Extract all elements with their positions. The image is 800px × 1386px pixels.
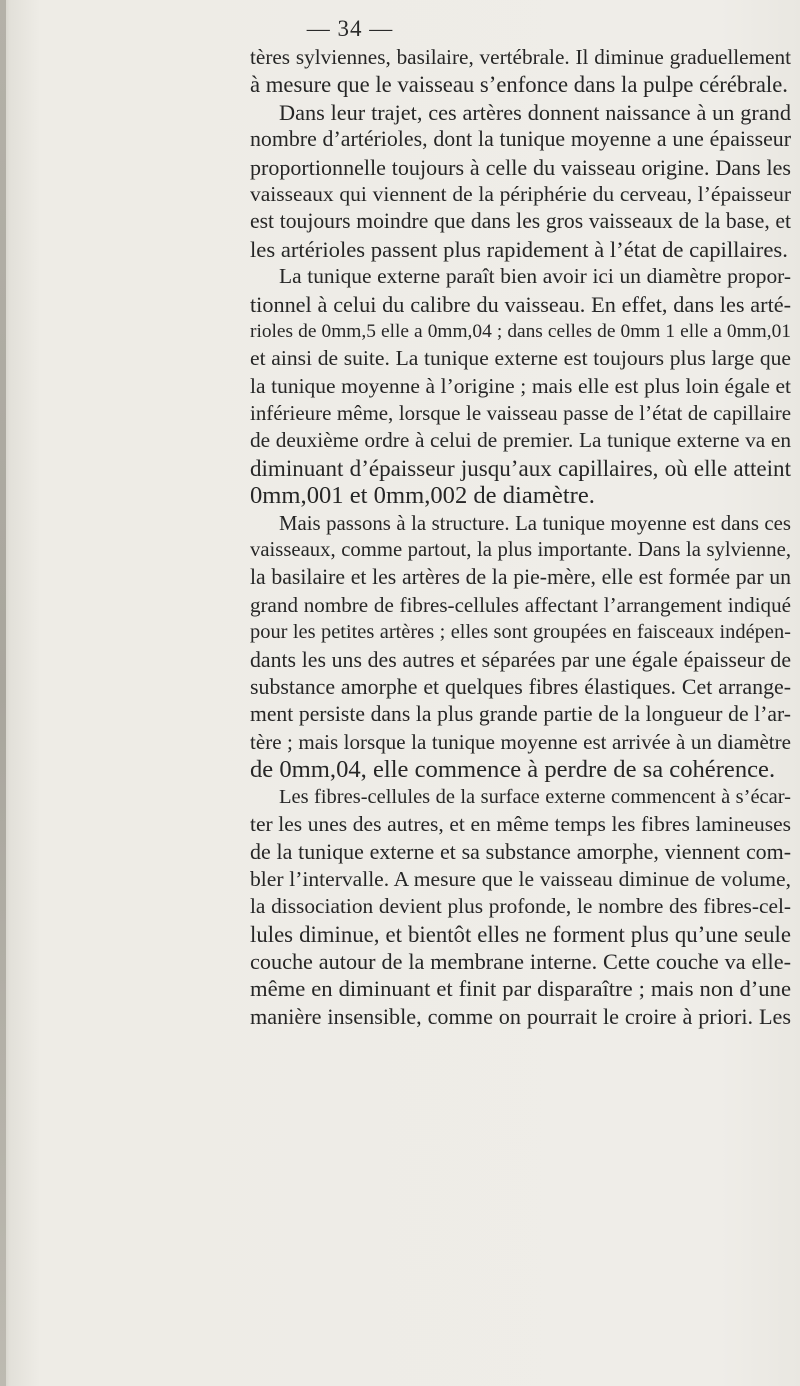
text-line: tère ; mais lorsque la tunique moyenne est arrivée à un diamètre (250, 729, 791, 754)
text-line: et ainsi de suite. La tunique externe est toujours plus large que (250, 346, 791, 371)
text-line: diminuant d’épaisseur jusqu’aux capillaires, où elle atteint (250, 454, 791, 481)
body-text (250, 44, 791, 1030)
text-line: substance amorphe et quelques fibres élastiques. Cet arrange- (250, 674, 791, 699)
text-line: la basilaire et les artères de la pie-mère, elle est formée par un (250, 565, 791, 590)
text-line: 0mm,001 et 0mm,002 de diamètre. (250, 482, 595, 510)
text-line: de la tunique externe et sa substance amorphe, viennent com- (250, 839, 791, 865)
page-number-header: — 34 — (306, 16, 394, 41)
text-line: proportionnelle toujours à celle du vaisseau origine. Dans les (250, 154, 791, 180)
text-line: tères sylviennes, basilaire, vertébrale. Il diminue graduellement (250, 45, 791, 69)
text-line: inférieure même, lorsque le vaisseau passe de l’état de capillaire (250, 401, 791, 426)
text-line: dants les uns des autres et séparées par une égale épaisseur de (250, 647, 791, 672)
text-line: Mais passons à la structure. La tunique moyenne est dans ces (279, 510, 791, 535)
text-line: Les fibres-cellules de la surface externe commencent à s’écar- (279, 785, 791, 808)
text-line: la dissociation devient plus profonde, le nombre des fibres-cel- (250, 894, 791, 919)
text-line: ter les unes des autres, et en même temps les fibres lamineuses (250, 811, 791, 836)
text-line: tionnel à celui du calibre du vaisseau. En effet, dans les arté- (250, 291, 791, 317)
text-line: lules diminue, et bientôt elles ne forment plus qu’une seule (250, 921, 791, 947)
text-line: même en diminuant et finit par disparaître ; mais non d’une (250, 976, 791, 1002)
text-line: est toujours moindre que dans les gros vaisseaux de la base, et (250, 209, 791, 234)
text-line: rioles de 0mm,5 elle a 0mm,04 ; dans celles de 0mm 1 elle a 0mm,01 (250, 320, 791, 342)
text-line: la tunique moyenne à l’origine ; mais elle est plus loin égale et (250, 373, 791, 398)
text-line: Dans leur trajet, ces artères donnent naissance à un grand (279, 99, 791, 125)
binding-gutter (0, 0, 6, 1386)
text-line: grand nombre de fibres-cellules affectant l’arrangement indiqué (250, 592, 791, 617)
text-line: les artérioles passent plus rapidement à l’état de capillaires. (250, 236, 788, 262)
text-line: à mesure que le vaisseau s’enfonce dans la pulpe cérébrale. (250, 72, 788, 98)
text-line: nombre d’artérioles, dont la tunique moyenne a une épaisseur (250, 127, 791, 152)
text-line: La tunique externe paraît bien avoir ici un diamètre propor- (279, 264, 791, 289)
text-line: bler l’intervalle. A mesure que le vaisseau diminue de volume, (250, 866, 791, 891)
text-line: vaisseaux qui viennent de la périphérie du cerveau, l’épaisseur (250, 181, 791, 206)
text-line: vaisseaux, comme partout, la plus importante. Dans la sylvienne, (250, 539, 791, 562)
text-line: couche autour de la membrane interne. Cette couche va elle- (250, 948, 791, 974)
text-line: manière insensible, comme on pourrait le croire à priori. Les (250, 1003, 791, 1029)
text-line: de deuxième ordre à celui de premier. La tunique externe va en (250, 428, 791, 453)
text-line: de 0mm,04, elle commence à perdre de sa cohérence. (250, 756, 776, 784)
text-line: ment persiste dans la plus grande partie de la longueur de l’ar- (250, 702, 791, 727)
text-line: pour les petites artères ; elles sont groupées en faisceaux indépen- (250, 621, 791, 644)
